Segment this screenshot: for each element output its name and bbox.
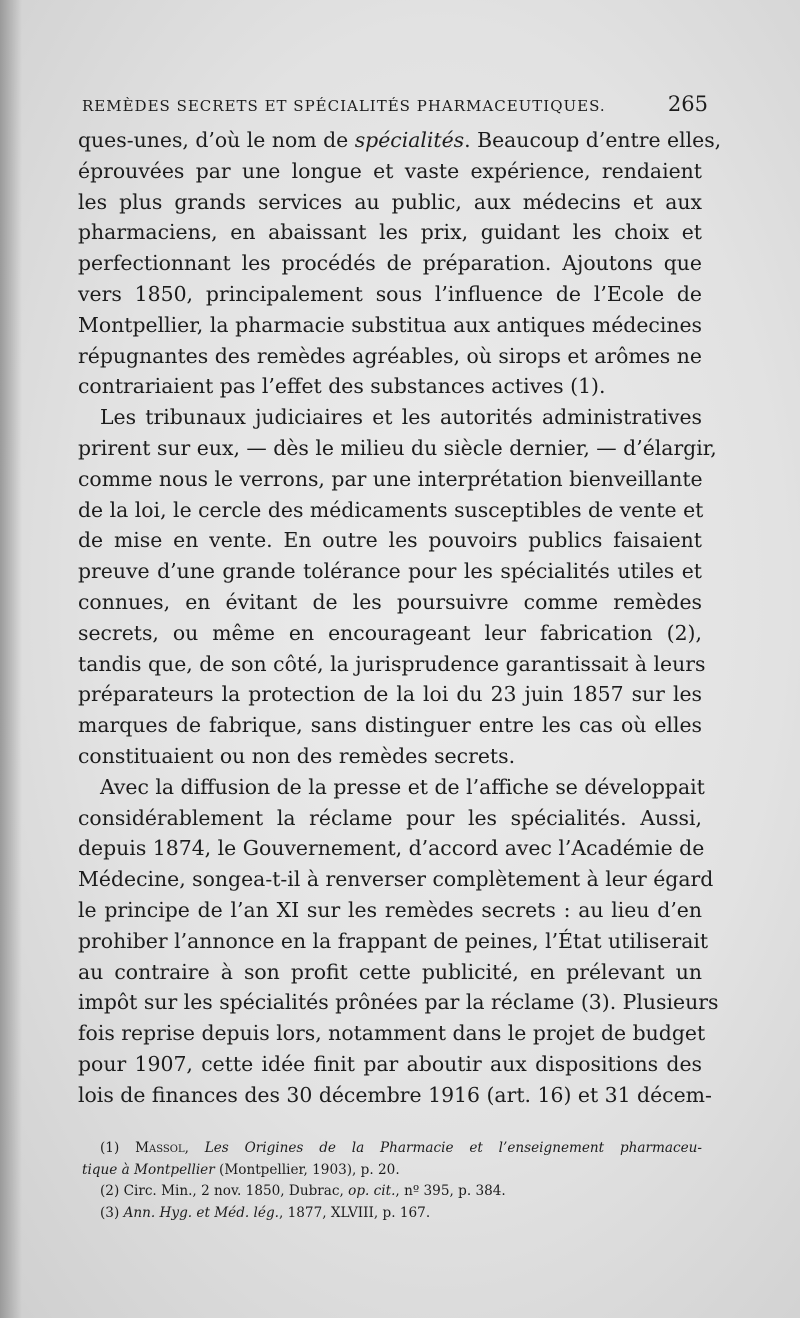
text-run: (1) bbox=[100, 1140, 136, 1156]
small-caps-text: Massol bbox=[135, 1140, 185, 1156]
text-line bbox=[78, 710, 702, 741]
text-run: , bbox=[184, 1140, 205, 1156]
text-line bbox=[78, 772, 705, 803]
text-line bbox=[78, 279, 702, 310]
text-line bbox=[78, 741, 702, 772]
text-run: (Montpellier, 1903), p. 20. bbox=[214, 1161, 400, 1178]
text-run: pharmaciens, en abaissant les prix, guidant les choix et bbox=[78, 220, 702, 245]
footnote-line bbox=[82, 1138, 702, 1160]
text-line bbox=[78, 341, 702, 372]
text-line bbox=[78, 248, 702, 279]
text-run: répugnantes des remèdes agréables, où sirops et arômes ne bbox=[78, 343, 702, 368]
italic-text: op. cit. bbox=[348, 1183, 396, 1199]
text-line bbox=[78, 618, 702, 649]
text-run: (3) bbox=[100, 1204, 124, 1221]
text-run: contrariaient pas l’effet des substances actives (1). bbox=[78, 374, 606, 399]
text-line bbox=[78, 895, 702, 926]
text-run: éprouvées par une longue et vaste expérience, rendaient bbox=[78, 158, 702, 183]
text-run: Montpellier, la pharmacie substitua aux antiques médecines bbox=[78, 312, 702, 337]
running-header bbox=[82, 92, 708, 116]
text-run: Médecine, songea-t-il à renverser complètement à leur égard bbox=[78, 867, 714, 892]
text-run: (2) Circ. Min., 2 nov. 1850, Dubrac, bbox=[100, 1183, 349, 1199]
text-run: Les tribunaux judiciaires et les autorités administratives bbox=[100, 405, 702, 430]
text-line bbox=[78, 125, 722, 156]
text-line bbox=[78, 464, 702, 495]
text-run: prirent sur eux, — dès le milieu du siècle dernier, — d’élargir, bbox=[78, 435, 717, 460]
text-run: connues, en évitant de les poursuivre comme remèdes bbox=[78, 589, 702, 614]
text-line bbox=[78, 1049, 702, 1080]
footnote-line bbox=[82, 1203, 702, 1225]
text-line bbox=[78, 371, 702, 402]
text-line bbox=[78, 187, 702, 218]
text-line bbox=[78, 833, 705, 864]
footnotes bbox=[82, 1138, 702, 1224]
text-line bbox=[78, 402, 702, 433]
text-line bbox=[78, 957, 702, 988]
text-run: depuis 1874, le Gouvernement, d’accord avec l’Académie de bbox=[78, 836, 705, 861]
text-line bbox=[78, 310, 702, 341]
text-run: constituaient ou non des remèdes secrets. bbox=[78, 743, 516, 768]
text-run: Avec la diffusion de la presse et de l’affiche se développait bbox=[100, 774, 705, 799]
page-number: 265 bbox=[667, 92, 708, 116]
text-line bbox=[78, 495, 702, 526]
footnote-line bbox=[82, 1181, 702, 1203]
italic-text: Ann. Hyg. et Méd. lég. bbox=[123, 1204, 279, 1221]
text-line bbox=[78, 556, 702, 587]
text-run: au contraire à son profit cette publicité, en prélevant un bbox=[78, 959, 702, 984]
text-run: secrets, ou même en encourageant leur fabrication (2), bbox=[78, 620, 702, 645]
text-line bbox=[78, 217, 702, 248]
text-run: perfectionnant les procédés de préparation. Ajoutons que bbox=[78, 251, 702, 276]
text-run: , nº 395, p. 384. bbox=[395, 1183, 506, 1199]
text-line bbox=[78, 1018, 706, 1049]
text-run: comme nous le verrons, par une interprétation bienveillante bbox=[78, 466, 703, 491]
text-line bbox=[78, 987, 719, 1018]
text-line bbox=[78, 525, 702, 556]
text-run: vers 1850, principalement sous l’influence de l’Ecole de bbox=[78, 281, 702, 306]
binding-shadow bbox=[0, 0, 22, 1318]
text-run: le principe de l’an XI sur les remèdes secrets : au lieu d’en bbox=[78, 897, 702, 922]
italic-text: Les Origines de la Pharmacie et l’enseignement pharmaceu- bbox=[204, 1140, 703, 1156]
text-run: . Beaucoup d’entre elles, bbox=[464, 128, 722, 152]
text-run: tandis que, de son côté, la jurisprudence garantissait à leurs bbox=[78, 651, 706, 676]
text-run: de la loi, le cercle des médicaments susceptibles de vente et bbox=[78, 497, 704, 522]
italic-text: spécialités bbox=[354, 128, 465, 152]
text-run: pour 1907, cette idée finit par aboutir aux dispositions des bbox=[78, 1051, 702, 1076]
footnote-line bbox=[82, 1160, 702, 1182]
text-line bbox=[78, 433, 717, 464]
text-run: lois de finances des 30 décembre 1916 (art. 16) et 31 décem- bbox=[78, 1082, 712, 1107]
italic-text: tique à Montpellier bbox=[82, 1161, 215, 1178]
text-line bbox=[78, 803, 702, 834]
text-run: impôt sur les spécialités prônées par la réclame (3). Plusieurs bbox=[78, 990, 719, 1015]
text-line bbox=[78, 1080, 712, 1111]
running-title: REMÈDES SECRETS ET SPÉCIALITÉS PHARMACEUTIQUES. bbox=[82, 97, 606, 115]
text-run: fois reprise depuis lors, notamment dans le projet de budget bbox=[78, 1021, 706, 1046]
text-line bbox=[78, 926, 709, 957]
text-line bbox=[78, 864, 714, 895]
text-run: préparateurs la protection de la loi du 23 juin 1857 sur les bbox=[78, 682, 702, 707]
text-line bbox=[78, 649, 706, 680]
text-run: considérablement la réclame pour les spécialités. Aussi, bbox=[78, 805, 702, 830]
text-run: les plus grands services au public, aux médecins et aux bbox=[78, 189, 702, 214]
text-line bbox=[78, 587, 702, 618]
body-text bbox=[78, 125, 722, 1111]
text-run: de mise en vente. En outre les pouvoirs publics faisaient bbox=[78, 528, 702, 553]
text-line bbox=[78, 156, 702, 187]
text-run: marques de fabrique, sans distinguer entre les cas où elles bbox=[78, 713, 702, 738]
text-run: prohiber l’annonce en la frappant de peines, l’État utiliserait bbox=[78, 928, 709, 953]
text-run: , 1877, XLVIII, p. 167. bbox=[278, 1204, 431, 1221]
text-line bbox=[78, 679, 702, 710]
text-run: preuve d’une grande tolérance pour les spécialités utiles et bbox=[78, 559, 702, 584]
text-run: ques-unes, d’où le nom de bbox=[78, 128, 355, 152]
